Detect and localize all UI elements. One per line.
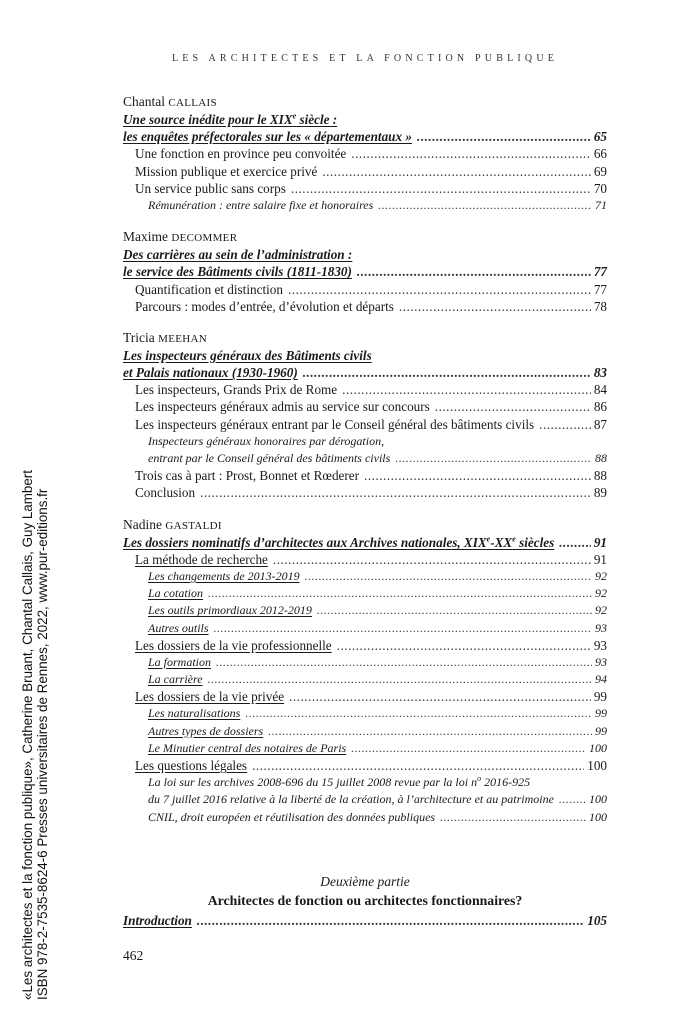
toc-entry[interactable]: Les inspecteurs généraux entrant par le Conseil général des bâtiments civils ..... 87: [123, 416, 607, 433]
toc-subentry[interactable]: Le Minutier central des notaires de Paris ..... 100: [123, 740, 607, 757]
chapter-title-line: Des carrières au sein de l’administration :: [123, 247, 353, 263]
running-head: LES ARCHITECTES ET LA FONCTION PUBLIQUE: [171, 53, 559, 64]
part-heading: [123, 873, 607, 910]
toc-subentry[interactable]: Les outils primordiaux 2012-2019 ..... 92: [123, 602, 607, 619]
toc-entry[interactable]: Les dossiers de la vie privée ..... 99: [123, 688, 607, 705]
toc-entry[interactable]: Les inspecteurs généraux admis au service sur concours ..... 86: [123, 398, 607, 415]
toc-entry[interactable]: Un service public sans corps ..... 70: [123, 180, 607, 197]
toc-entry[interactable]: La méthode de recherche ..... 91: [123, 551, 607, 568]
toc-subentry-line: Inspecteurs généraux honoraires par dérogation,: [148, 433, 385, 448]
side-note-line-1: «Les architectes et la fonction publique», Catherine Bruant, Chantal Callais, Guy Lambert: [20, 470, 35, 1000]
chapter-title-gastaldi[interactable]: Les dossiers nominatifs d’architectes aux Archives nationales, XIXe-XXe siècles ..... 91: [123, 534, 607, 551]
toc-subentry[interactable]: entrant par le Conseil général des bâtiments civils ..... 88: [123, 450, 607, 467]
page-number: 462: [123, 948, 144, 963]
toc-entry[interactable]: Une fonction en province peu convoitée ..... 66: [123, 145, 607, 162]
introduction-entry[interactable]: [123, 912, 607, 929]
author-callais: [123, 92, 607, 111]
toc-entry[interactable]: Parcours : modes d’entrée, d’évolution et départs ..... 78: [123, 298, 607, 315]
toc-subentry-line: La loi sur les archives 2008-696 du 15 juillet 2008 revue par la loi $n^o$ 2016-925: [148, 774, 531, 790]
toc-subentry[interactable]: Les naturalisations ..... 99: [123, 705, 607, 722]
side-note-line-2: ISBN 978-2-7535-8624-6 Presses universitaires de Rennes, 2022, www.pur-editions.fr: [35, 488, 50, 1000]
chapter-title-line: Les inspecteurs généraux des Bâtiments civils: [123, 347, 372, 363]
chapter-title-decommer[interactable]: le service des Bâtiments civils (1811-1830) ..... 77: [123, 263, 607, 280]
chapter-title-line: Une source inédite pour le XIXe siècle :: [123, 111, 338, 127]
toc-subentry[interactable]: La formation ..... 93: [123, 654, 607, 671]
author-last-name: CALLAIS: [168, 97, 217, 109]
toc-subentry[interactable]: La carrière ..... 94: [123, 671, 607, 688]
author-first-name: Chantal: [123, 94, 165, 109]
chapter-title-callais[interactable]: les enquêtes préfectorales sur les « départementaux » ..... 65: [123, 128, 607, 145]
table-of-contents: [123, 92, 607, 826]
toc-entry[interactable]: Quantification et distinction ..... 77: [123, 281, 607, 298]
author-gastaldi: Nadine GASTALDI: [123, 516, 222, 532]
author-meehan: Tricia MEEHAN: [123, 329, 207, 345]
toc-subentry[interactable]: Rémunération : entre salaire fixe et honoraires ..... 71: [123, 197, 607, 214]
introduction-page: 105: [587, 913, 607, 928]
toc-subentry[interactable]: du 7 juillet 2016 relative à la liberté de la création, à l’architecture et au patrimoine ..... 100: [123, 791, 607, 808]
chapter-title-meehan[interactable]: et Palais nationaux (1930-1960) ..... 83: [123, 364, 607, 381]
part-title: Architectes de fonction ou architectes fonctionnaires?: [207, 893, 523, 908]
page-ref: 65: [593, 129, 607, 145]
toc-subentry[interactable]: Les changements de 2013-2019 ..... 92: [123, 568, 607, 585]
toc-subentry[interactable]: Autres outils ..... 93: [123, 620, 607, 637]
toc-entry[interactable]: Conclusion ..... 89: [123, 484, 607, 501]
toc-entry[interactable]: Les dossiers de la vie professionnelle ..... 93: [123, 637, 607, 654]
toc-entry[interactable]: Mission publique et exercice privé ..... 69: [123, 163, 607, 180]
toc-subentry[interactable]: CNIL, droit européen et réutilisation des données publiques ..... 100: [123, 809, 607, 826]
toc-entry[interactable]: Trois cas à part : Prost, Bonnet et Rœderer ..... 88: [123, 467, 607, 484]
side-copyright-note: [20, 470, 50, 1000]
introduction-label: Introduction: [123, 913, 192, 928]
toc-entry[interactable]: Les inspecteurs, Grands Prix de Rome ..... 84: [123, 381, 607, 398]
author-decommer: Maxime DECOMMER: [123, 229, 238, 245]
toc-entry[interactable]: Les questions légales ..... 100: [123, 757, 607, 774]
toc-subentry[interactable]: Autres types de dossiers ..... 99: [123, 723, 607, 740]
part-label: Deuxième partie: [320, 874, 410, 889]
toc-subentry[interactable]: La cotation ..... 92: [123, 585, 607, 602]
